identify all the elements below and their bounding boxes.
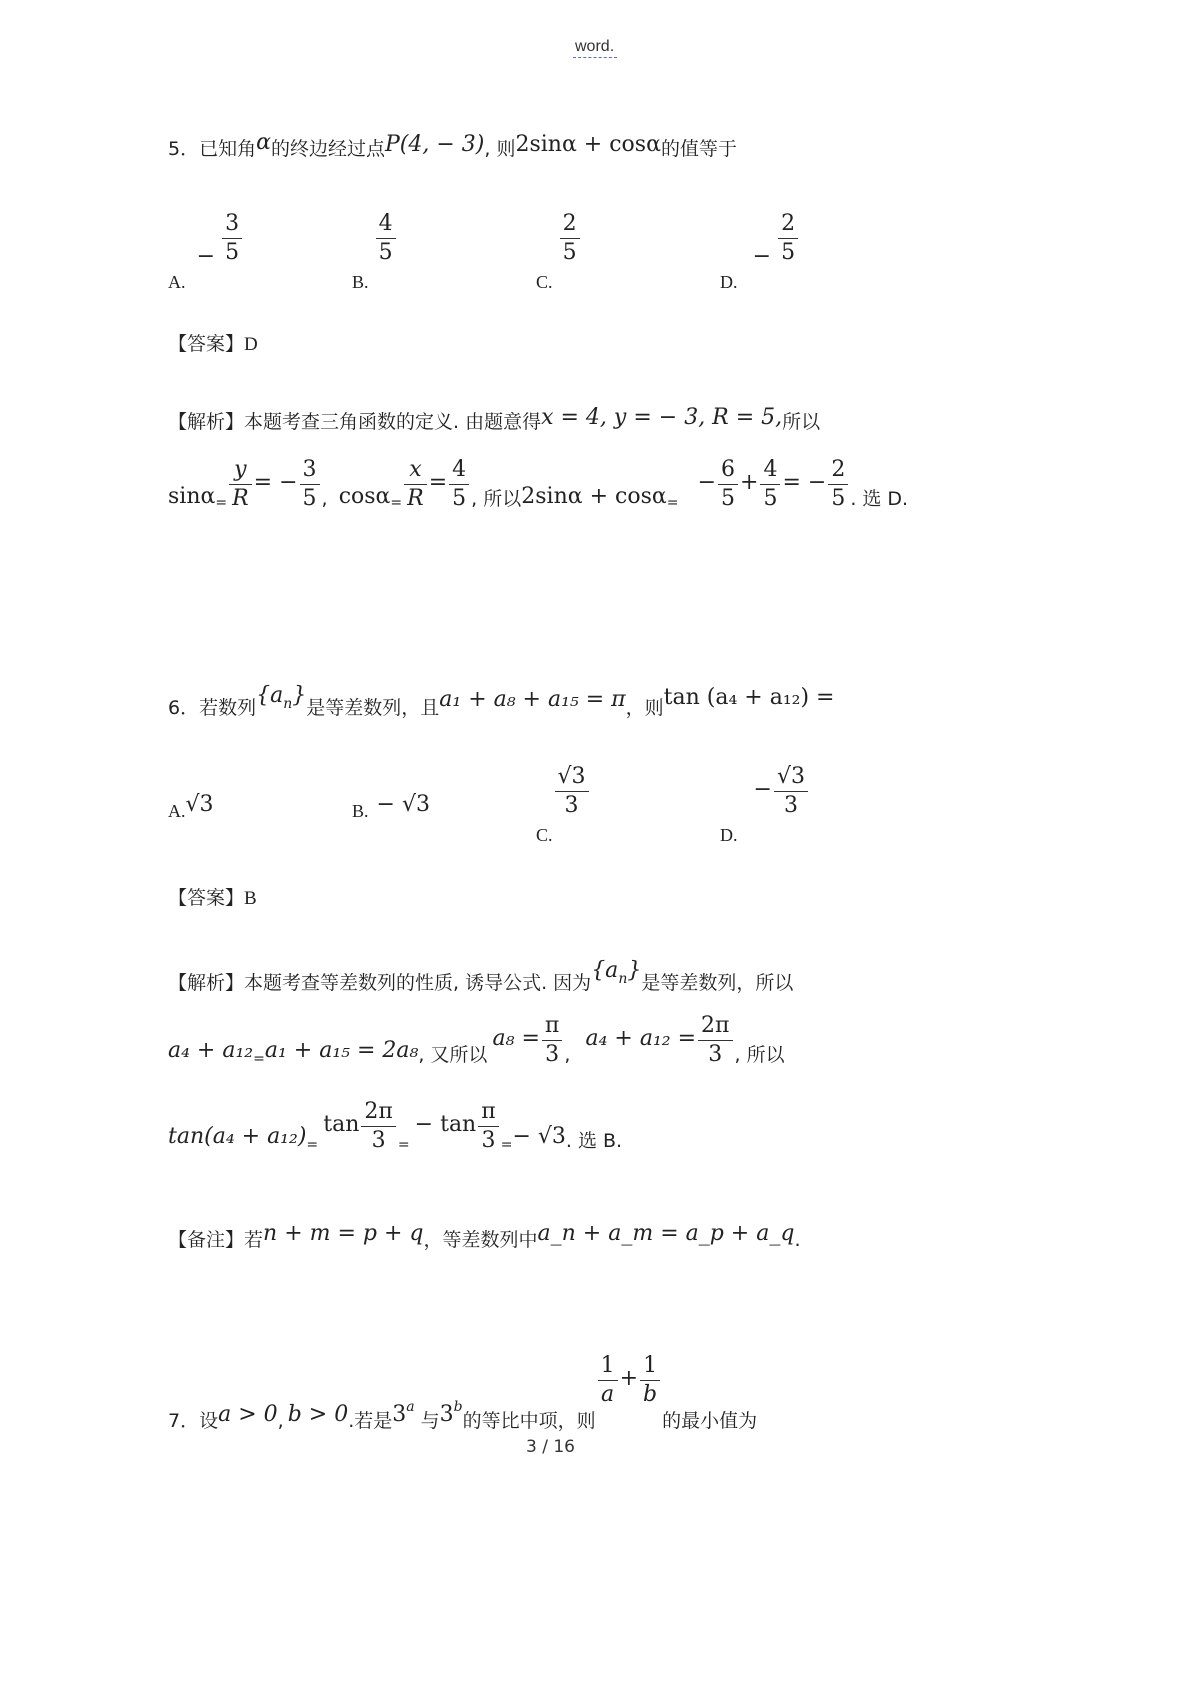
header-word: word: [575, 38, 610, 55]
q5-analysis-line2: sinα= $\frac{y}{R}$ = − $\frac{3}{5}$ , cosα= $\frac{x}{R}$ = $\frac{4}{5}$ , 所以2sinα + cosα= − $\frac{6}{5}$ + $\frac{4}{5}$ = − $\frac{2}{5}$ . 选 D.: [168, 457, 909, 511]
q5-stem: 5．已知角α的终边经过点P(4, − 3), 则2sinα + cosα的值等于: [168, 130, 737, 160]
q6-analysis: 【解析】本题考查等差数列的性质, 诱导公式. 因为$\{a_n\}$是等差数列，所以: [168, 958, 794, 994]
fraction: $\frac{2}{5}$: [778, 210, 798, 267]
q5-option-a[interactable]: A. − $\frac{3}{5}$: [168, 210, 244, 267]
header-underline: [573, 57, 617, 58]
q6-option-d[interactable]: D.− $\frac{√3}{3}$: [720, 763, 810, 820]
header-title: word.: [575, 38, 615, 55]
page-number: 3 / 16: [526, 1437, 575, 1457]
q6-stem: 6．若数列$\{a_n\}$是等差数列，且a₁ + a₈ + a₁₅ = π，则tan (a₄ + a₁₂) =: [168, 683, 835, 719]
q6-option-a[interactable]: A.√3: [168, 792, 214, 821]
q5-option-b[interactable]: B. $\frac{4}{5}$: [352, 210, 398, 267]
q6-option-b[interactable]: B. − √3: [352, 792, 430, 821]
q6-answer: 【答案】B: [168, 887, 257, 909]
q6-analysis-line2: a₄ + a₁₂=a₁ + a₁₅ = 2a₈, 又所以 a₈ = $\frac{\pi}{3}$ , a₄ + a₁₂ = $\frac{2\pi}{3}$ , 所以: [168, 1013, 785, 1067]
q6-option-c[interactable]: C. $\frac{√3}{3}$: [536, 763, 591, 820]
q5-answer: 【答案】D: [168, 333, 258, 355]
fraction: $\frac{4}{5}$: [376, 210, 396, 267]
q5-analysis: 【解析】本题考查三角函数的定义. 由题意得x = 4, y = − 3, R = 5,所以: [168, 405, 821, 433]
q5-option-d[interactable]: D. − $\frac{2}{5}$: [720, 210, 800, 267]
q6-analysis-line3: tan(a₄ + a₁₂)= tan $\frac{2\pi}{3}$ = − tan $\frac{\pi}{3}$ =− √3. 选 B.: [168, 1099, 623, 1153]
fraction: $\frac{2}{5}$: [560, 210, 580, 267]
fraction: $\frac{3}{5}$: [222, 210, 242, 267]
q5-option-c[interactable]: C. $\frac{2}{5}$: [536, 210, 582, 267]
q7-stem: 7．设a > 0, b > 0.若是3$^a$与3$^b$的等比中项，则 $\frac{1}{a}$ + $\frac{1}{b}$ 的最小值为: [168, 1353, 758, 1432]
q6-note: 【备注】若n + m = p + q，等差数列中a_n + a_m = a_p + a_q.: [168, 1221, 801, 1251]
